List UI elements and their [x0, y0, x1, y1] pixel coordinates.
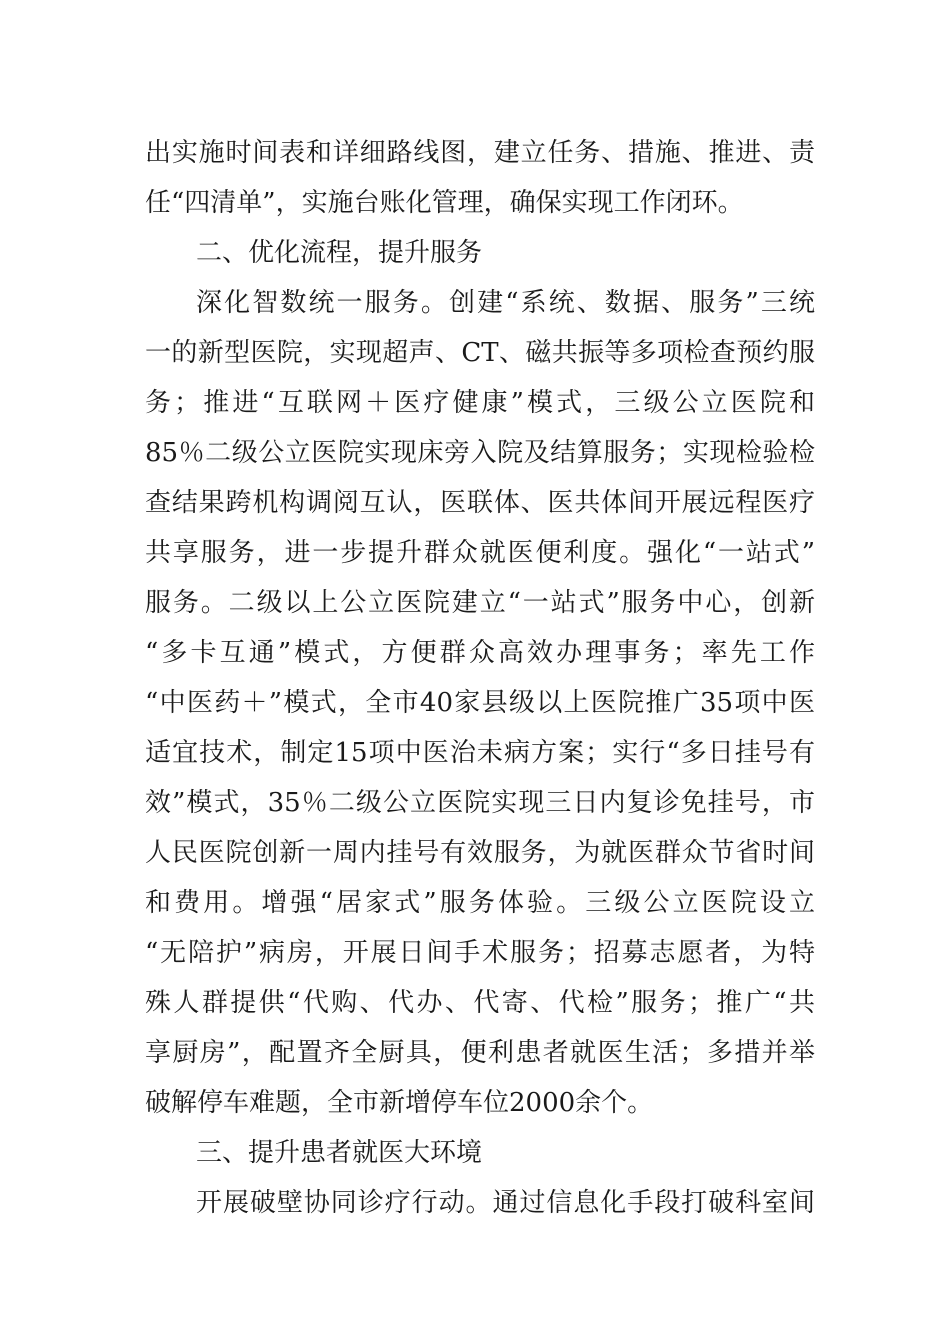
body-text-line: 查结果跨机构调阅互认，医联体、医共体间开展远程医疗 [145, 488, 815, 518]
body-text-line: 殊人群提供“代购、代办、代寄、代检”服务；推广“共 [145, 988, 815, 1018]
body-text-line: “无陪护”病房，开展日间手术服务；招募志愿者，为特 [145, 938, 815, 968]
paragraph-first-line: 开展破壁协同诊疗行动。通过信息化手段打破科室间 [196, 1188, 815, 1218]
body-text-line: 人民医院创新一周内挂号有效服务，为就医群众节省时间 [145, 838, 815, 868]
body-text-line: 出实施时间表和详细路线图，建立任务、措施、推进、责 [145, 138, 815, 168]
paragraph-first-line: 深化智数统一服务。创建“系统、数据、服务”三统 [196, 288, 815, 318]
body-text-line: 服务。二级以上公立医院建立“一站式”服务中心，创新 [145, 588, 815, 618]
body-text-line: 效”模式，35％二级公立医院实现三日内复诊免挂号，市 [145, 788, 815, 818]
body-text-line: 一的新型医院，实现超声、CT、磁共振等多项检查预约服 [145, 338, 815, 368]
section-heading: 二、优化流程，提升服务 [196, 238, 483, 268]
body-text-line: 适宜技术，制定15项中医治未病方案；实行“多日挂号有 [145, 738, 815, 768]
body-text-line: 和费用。增强“居家式”服务体验。三级公立医院设立 [145, 888, 815, 918]
body-text-line: 享厨房”，配置齐全厨具，便利患者就医生活；多措并举 [145, 1038, 815, 1068]
section-heading: 三、提升患者就医大环境 [196, 1138, 483, 1168]
body-text-line: 85％二级公立医院实现床旁入院及结算服务；实现检验检 [145, 438, 815, 468]
body-text-line: 共享服务，进一步提升群众就医便利度。强化“一站式” [145, 538, 815, 568]
body-text-line: 务；推进“互联网＋医疗健康”模式，三级公立医院和 [145, 388, 815, 418]
body-text-line: 破解停车难题，全市新增停车位2000余个。 [145, 1088, 654, 1118]
body-text-line: “中医药＋”模式，全市40家县级以上医院推广35项中医 [145, 688, 815, 718]
body-text-line: 任“四清单”，实施台账化管理，确保实现工作闭环。 [145, 188, 744, 218]
body-text-line: “多卡互通”模式，方便群众高效办理事务；率先工作 [145, 638, 815, 668]
